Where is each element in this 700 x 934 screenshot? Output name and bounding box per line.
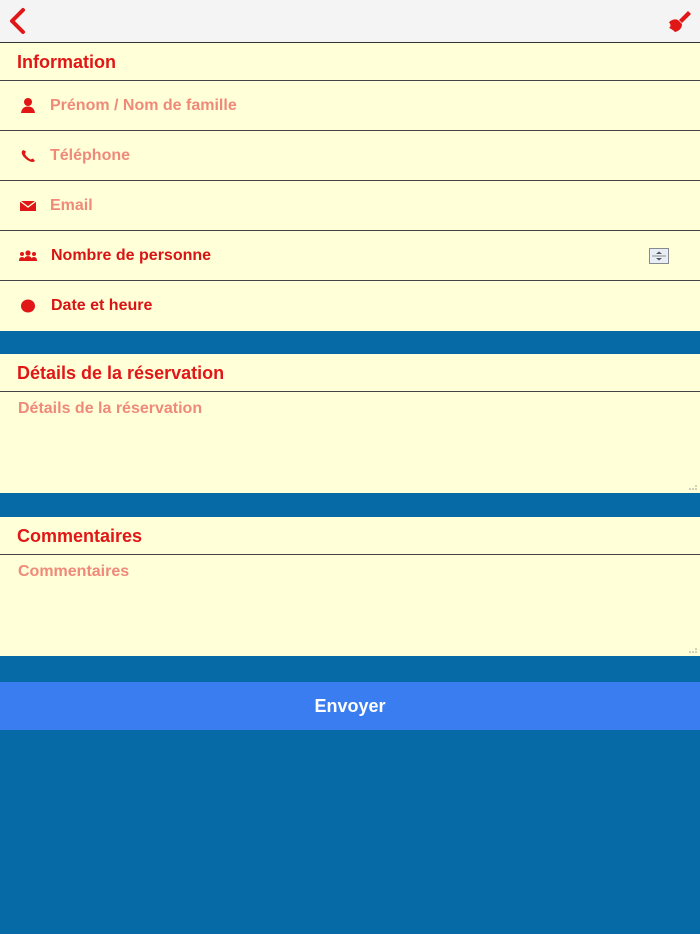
details-section (0, 354, 700, 493)
user-icon (18, 96, 38, 116)
party-size-field-row[interactable] (0, 231, 700, 281)
email-input[interactable] (50, 181, 630, 230)
details-textarea[interactable] (0, 392, 700, 492)
phone-icon (18, 146, 38, 166)
paintbrush-button[interactable] (666, 8, 692, 34)
stepper-arrows-icon (650, 249, 668, 263)
details-title: Détails de la réservation (0, 354, 700, 392)
information-section (0, 43, 700, 331)
paintbrush-icon (666, 8, 692, 34)
clock-icon (18, 296, 38, 316)
comments-section (0, 517, 700, 656)
datetime-label: Date et heure (51, 297, 153, 314)
party-size-label: Nombre de personne (51, 247, 212, 264)
group-icon (18, 246, 38, 266)
comments-title: Commentaires (0, 517, 700, 555)
resize-grip-icon[interactable] (688, 481, 698, 491)
phone-input[interactable] (50, 131, 630, 180)
name-input[interactable] (50, 81, 630, 130)
send-button[interactable]: Envoyer (0, 682, 700, 730)
datetime-field-row[interactable] (0, 281, 700, 331)
chevron-left-icon (6, 7, 30, 35)
resize-grip-icon[interactable] (688, 644, 698, 654)
comments-textarea[interactable] (0, 555, 700, 655)
envelope-icon (18, 196, 38, 216)
top-bar (0, 0, 700, 43)
email-field-row (0, 181, 700, 231)
phone-field-row (0, 131, 700, 181)
party-size-stepper[interactable] (649, 248, 669, 264)
back-button[interactable] (6, 7, 30, 35)
name-field-row (0, 81, 700, 131)
information-title: Information (0, 43, 700, 81)
